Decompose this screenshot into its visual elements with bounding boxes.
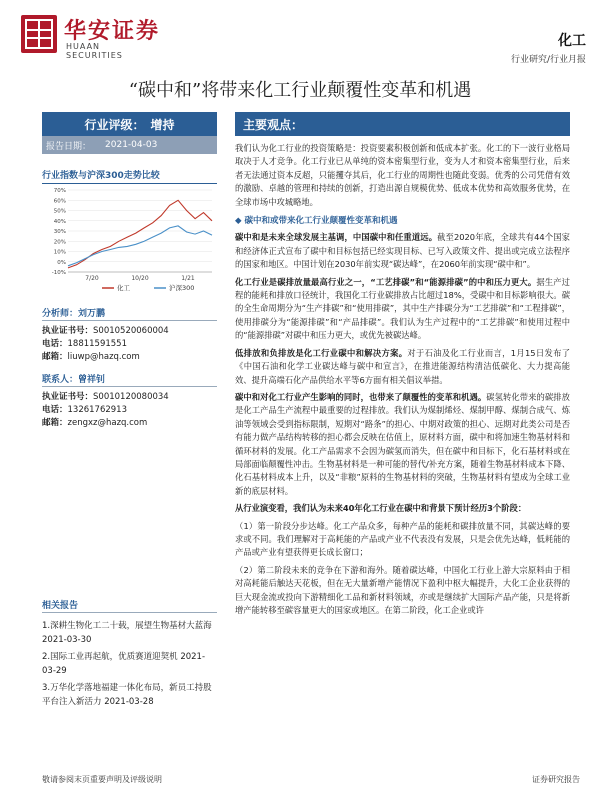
paragraph-lead: 从行业演变看，我们认为未来40年化工行业在碳中和背景下预计经历3个阶段： xyxy=(235,503,527,514)
y-tick-label: 30% xyxy=(53,229,66,235)
logo-text-cn: 华安证券 xyxy=(64,18,161,44)
contact-title: 联系人：曾祥钊 xyxy=(42,372,217,387)
paragraph-text: 碳氢转化带来的碳排放是化工产品生产流程中最重要的过程排放。我们认为煤制烯烃、煤制甲醇、煤制合成气、炼油等领域会受到指标限制，短期对“路条”的担心、中期对政策的担心、远期对此类公司是否有能力做产品结构转移的担心都会反映在估值上，原材料方面，碳中和将加速生物基材料和循环材料的发展。化工产品需求不会因为碳氢而消失，但在碳中和目标下，化石基材料或在局部面临颠覆性冲击。生物基材料是一种可能的替代/补充方案，随着生物基材料成本下降、化石基材料成本上升，以及“非粮”原料的生物基材料的突破，生物基材料有望成为全球工业新的底层材料。 xyxy=(235,391,570,496)
email-link[interactable]: liuwp@hazq.com xyxy=(67,352,140,362)
x-tick-label: 1/21 xyxy=(181,275,195,282)
body-text xyxy=(235,142,570,617)
logo-seal-icon xyxy=(20,14,58,54)
related-report-link[interactable]: 2.国际工业再起航，优质赛道迎契机 2021-03-29 xyxy=(42,652,206,676)
paragraph xyxy=(235,347,570,387)
phone-label: 电话： xyxy=(42,405,68,415)
contact-phone-row xyxy=(42,404,217,417)
email-link[interactable]: zengxz@hazq.com xyxy=(67,418,148,428)
contact-email-row xyxy=(42,417,217,430)
paragraph: （1）第一阶段分步达峰。化工产品众多，每种产品的能耗和碳排放量不同，其碳达峰的要求或不同。我们理解对于高耗能的产品或产业不代表没有发展，只是会优先达峰，低耗能的产品或产业有望获得更长成长窗口； xyxy=(235,520,570,558)
paragraph-text: 截至2020年底，全球共有44个国家和经济体正式宣布了碳中和目标包括已经实现目标、已写入政策文件、提出或完成立法程序的国家和地区。中国计划在2030年前实现“碳达峰”，在2060年前实现“碳中和”。 xyxy=(235,232,570,270)
cert-label: 执业证书号： xyxy=(42,392,94,402)
paragraph-lead: 碳中和对化工行业产生影响的同时，也带来了颠覆性的变革和机遇。 xyxy=(235,391,487,402)
paragraph-lead: 化工行业是碳排放量最高行业之一，“工艺排碳”和“能源排碳”的中和压力更大。 xyxy=(235,276,537,287)
phone-number: 18811591551 xyxy=(67,339,128,349)
paragraph xyxy=(235,391,570,498)
y-tick-label: -10% xyxy=(51,270,66,276)
related-report-link[interactable]: 3.万华化学落地福建一体化布局，新员工持股平台注入新活力 2021-03-28 xyxy=(42,683,212,707)
y-tick-label: 0% xyxy=(57,259,66,266)
phone-number: 13261762913 xyxy=(67,405,128,415)
legend-label: 化工 xyxy=(117,284,130,292)
date-label: 报告日期： xyxy=(46,141,92,152)
y-tick-label: 10% xyxy=(53,249,66,256)
y-tick-label: 70% xyxy=(53,188,66,194)
paragraph xyxy=(235,276,570,343)
footer-label: 证券研究报告 xyxy=(532,775,580,784)
cert-number: S0010520060004 xyxy=(93,326,169,336)
y-tick-label: 40% xyxy=(53,218,66,225)
sector-label: 化工 xyxy=(558,33,586,49)
related-reports xyxy=(42,598,217,712)
paragraph xyxy=(235,231,570,271)
page-title: “碳中和”将带来化工行业颠覆性变革和机遇 xyxy=(128,80,472,101)
report-header xyxy=(0,0,600,70)
brand-logo xyxy=(20,14,160,58)
index-trend-chart xyxy=(42,186,217,298)
logo-text-en: HUAAN SECURITIES xyxy=(66,42,123,60)
chart-title: 行业指数与沪深300走势比较 xyxy=(42,168,217,184)
paragraph-lead: 碳中和是未来全球发展主基调，中国碳中和任重道远。 xyxy=(235,232,438,243)
key-points-header: 主要观点： xyxy=(235,112,570,136)
rating-value: 增持 xyxy=(150,117,175,132)
section-title-text: 碳中和或带来化工行业颠覆性变革和机遇 xyxy=(244,216,398,227)
analyst-block-2 xyxy=(42,372,217,430)
main-content xyxy=(235,112,570,621)
paragraph: （2）第二阶段未来的竞争在下游和海外。随着碳达峰，中国化工行业上游大宗原料由于相对高耗能后触达天花板，但在无大量新增产能情况下盈利中枢大幅提升，大化工企业获得的巨大现金流或投向下游精细化工品和新材料领域，亦或是继续扩大国际产品产能，只是将新增产能转移至碳容量更大的国家或地区。在第二阶段，化工企业或许 xyxy=(235,564,570,615)
paragraph xyxy=(235,502,570,515)
paragraph-text: 对于石油及化工行业而言，1月15日发布了《中国石油和化学工业碳达峰与碳中和宣言》，在推进能源结构清洁低碳化、大力提高能效、提升高端石化产品供给水平等6方面有相关倡议举措。 xyxy=(235,347,570,385)
related-report-link[interactable]: 1.深耕生物化工二十载，展望生物基材大蓝海 2021-03-30 xyxy=(42,621,212,645)
analyst-phone-row xyxy=(42,338,217,351)
footer-disclaimer: 敬请参阅末页重要声明及评级说明 xyxy=(42,775,162,784)
sidebar-rating xyxy=(42,112,217,154)
analyst-block-1 xyxy=(42,306,217,364)
report-date: 2021-04-03 xyxy=(105,140,158,150)
x-tick-label: 7/20 xyxy=(85,275,99,282)
cert-number: S0010120080034 xyxy=(93,392,169,402)
page-footer xyxy=(42,770,580,790)
legend-label: 沪深300 xyxy=(169,284,195,292)
paragraph-lead: 低排放和负排放是化工行业碳中和解决方案。 xyxy=(235,347,408,358)
rating-label: 行业评级： xyxy=(84,117,145,132)
y-tick-label: 60% xyxy=(53,198,66,205)
phone-label: 电话： xyxy=(42,339,68,349)
x-tick-label: 10/20 xyxy=(131,275,149,282)
series-line-2 xyxy=(68,226,212,266)
intro-paragraph: 我们认为化工行业的投资策略是：投资要素积极创新和低成本扩张。化工的下一波行业格局取决于人才竞争。化工行业已从单纯的资本密集型行业，变为人才和资本密集型行业，后来者无法通过资本反超，只能攫夺其后，化工行业的周期性也随此变弱。优秀的公司凭借有效的激励、卓越的管理和持续的创新，打造出源自规模优势、低成本优势和高效服务优势，在全球市场中攻城略地。 xyxy=(235,143,570,207)
y-tick-label: 50% xyxy=(53,208,66,215)
date-bar xyxy=(42,136,217,154)
section-title: ◆ 碳中和或带来化工行业颠覆性变革和机遇 xyxy=(235,216,398,227)
analyst-title: 分析师：刘万鹏 xyxy=(42,306,217,321)
email-label: 邮箱： xyxy=(42,352,68,362)
cert-label: 执业证书号： xyxy=(42,326,94,336)
related-title: 相关报告 xyxy=(42,598,217,613)
analyst-cert-row xyxy=(42,325,217,338)
email-label: 邮箱： xyxy=(42,418,68,428)
rating-bar xyxy=(42,112,217,136)
paragraph-text: 据生产过程的能耗和排放口径统计，我国化工行业碳排放占比超过18%，受碳中和目标影响很大。碳的全生命周期分为“生产排碳”和“使用排碳”，其中生产排碳分为“工艺排碳”和“工程排碳”，使用排碳分为“能源排碳”和“产品排碳”。我们认为生产过程中的“工艺排碳”和使用过程中的“能源排碳”对碳中和压力更大，或优先被碳达峰。 xyxy=(235,276,570,341)
y-tick-label: 20% xyxy=(53,239,66,246)
report-type-label: 行业研究/行业月报 xyxy=(510,55,586,65)
contact-cert-row xyxy=(42,391,217,404)
analyst-email-row xyxy=(42,351,217,364)
